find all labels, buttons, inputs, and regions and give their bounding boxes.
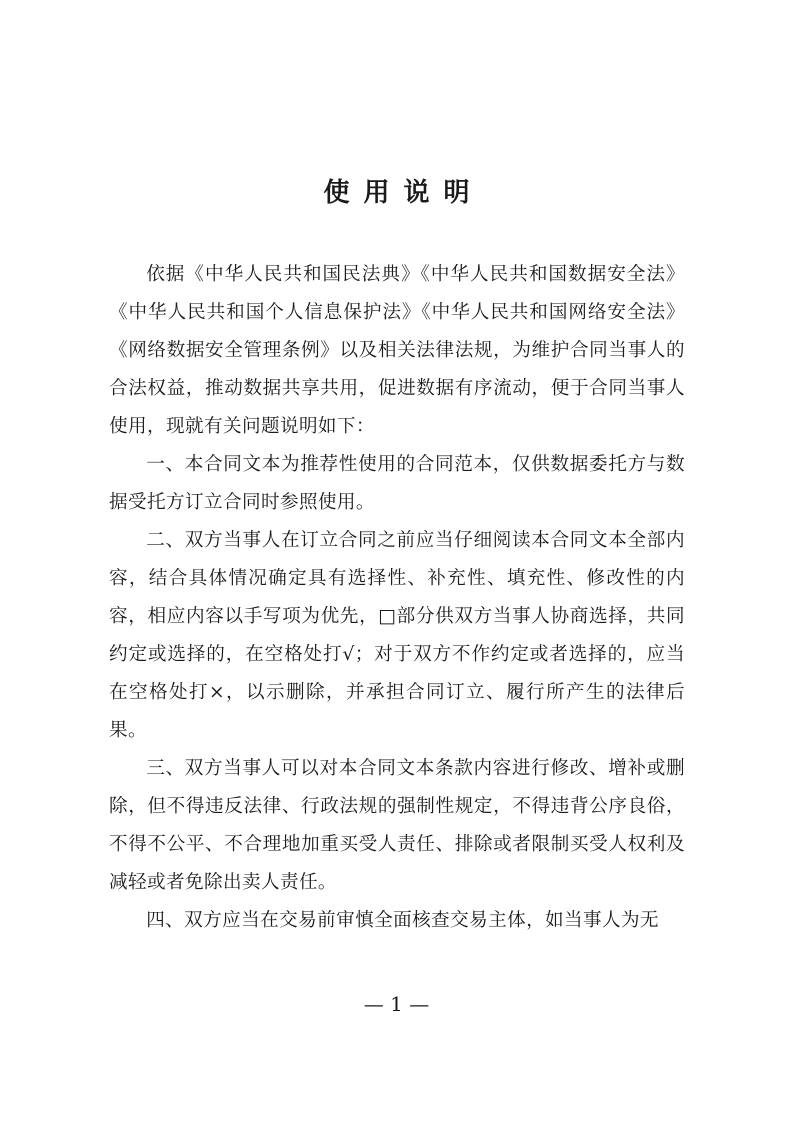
paragraph-item-2: 二、双方当事人在订立合同之前应当仔细阅读本合同文本全部内容，结合具体情况确定具有选择性、补充性、填充性、修改性的内容，相应内容以手写项为优先，□部分供双方当事人协商选择，共同约定或选择的，在空格处打√；对于双方不作约定或者选择的，应当在空格处打×，以示删除，并承担合同订立、履行所产生的法律后果。	[109, 530, 685, 741]
paragraph-item-3: 三、双方当事人可以对本合同文本条款内容进行修改、增补或删除，但不得违反法律、行政法规的强制性规定，不得违背公序良俗，不得不公平、不合理地加重买受人责任、排除或者限制买受人权利及减轻或者免除出卖人责任。	[109, 758, 685, 893]
paragraph-item-4: 四、双方应当在交易前审慎全面核查交易主体，如当事人为无	[146, 910, 660, 931]
document-body	[109, 256, 685, 940]
page-title: 使用说明	[323, 178, 484, 208]
paragraph-item-1: 一、本合同文本为推荐性使用的合同范本，仅供数据委托方与数据受托方订立合同时参照使用。	[109, 454, 685, 513]
paragraph-intro: 依据《中华人民共和国民法典》《中华人民共和国数据安全法》《中华人民共和国个人信息保护法》《中华人民共和国网络安全法》《网络数据安全管理条例》以及相关法律法规，为维护合同当事人的合法权益，推动数据共享共用，促进数据有序流动，便于合同当事人使用，现就有关问题说明如下：	[109, 264, 685, 437]
page-number: — 1 —	[363, 992, 430, 1016]
